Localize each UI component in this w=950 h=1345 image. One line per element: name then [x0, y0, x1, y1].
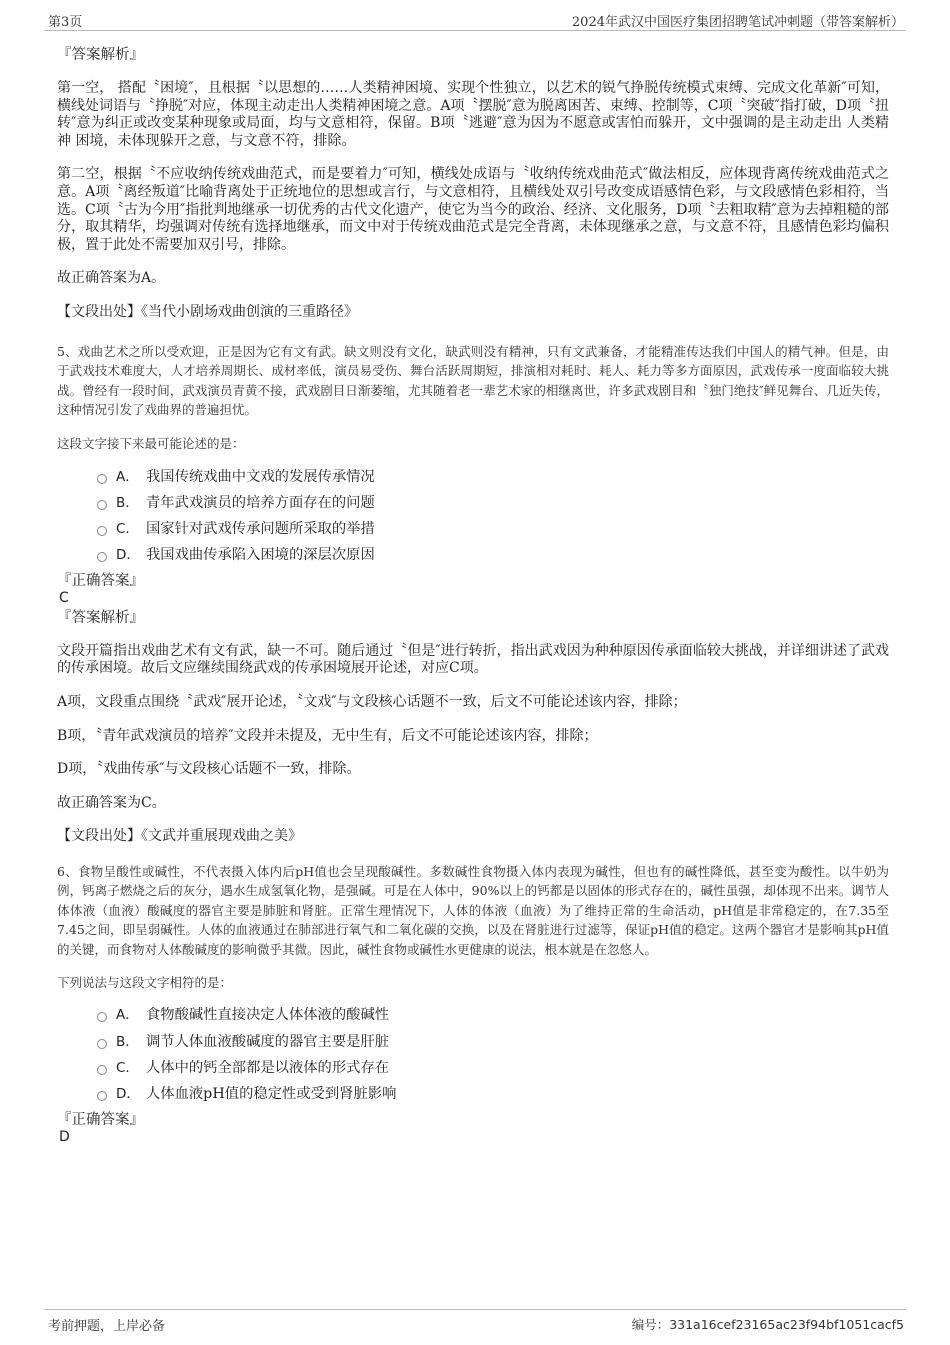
radio-button-icon[interactable]: [97, 500, 107, 510]
q6-question: 下列说法与这段文字相符的是：: [57, 975, 233, 991]
q6-option-a[interactable]: A． 食物酸碱性直接决定人体体液的酸碱性: [57, 1005, 889, 1031]
radio-button-icon[interactable]: [97, 1039, 107, 1049]
q5-analysis-para-2: A项，文段重点围绕〝武戏″展开论述，〝文戏″与文段核心话题不一致，后文不可能论述该内容，排除；: [57, 693, 687, 710]
q6-option-d[interactable]: D． 人体血液pH值的稳定性或受到肾脏影响: [57, 1084, 889, 1110]
q6-option-b[interactable]: B． 调节人体血液酸碱度的器官主要是肝脏: [57, 1032, 889, 1058]
q6-options: [57, 1005, 889, 1110]
document-code: 编号：331a16cef23165ac23f94bf1051cacf5: [631, 1317, 904, 1332]
q5-analysis-para-1: 文段开篇指出戏曲艺术有文有武，缺一不可。随后通过〝但是″进行转折，指出武戏因为种种原因传承面临较大挑战，并详细讲述了武戏的传承困境。故后文应继续围绕武戏的传承困境展开论述，对应C项。: [57, 642, 889, 677]
q6-stem: 6、食物呈酸性或碱性，不代表摄入体内后pH值也会呈现酸碱性。多数碱性食物摄入体内表现为碱性，但也有的碱性降低，甚至变为酸性。以牛奶为例，钙离子燃烧之后的灰分，遇水生成氢氧化物，是强碱。可是在人体中，90%以上的钙都是以固体的形式存在的，碱性虽强，却体现不出来。调节人体体液（血液）酸碱度的器官主要是肺脏和肾脏。正常生理情况下，人体的体液（血液）为了维持正常的生命活动，pH值是非常稳定的，在7.35至7.45之间，即呈弱碱性。人体的血液通过在肺部进行氧气和二氧化碳的交换，以及在肾脏进行过滤等，保证pH值的稳定。这两个器官才是影响其pH值的关键，而食物对人体酸碱度的影响微乎其微。因此，碱性食物或碱性水更健康的说法，根本就是在忽悠人。: [57, 863, 889, 957]
q5-source: 【文段出处】《文武并重展现戏曲之美》: [57, 828, 302, 845]
page-content: [57, 46, 889, 1146]
footer-slogan: 考前押题，上岸必备: [48, 1319, 166, 1334]
radio-button-icon[interactable]: [97, 1091, 107, 1101]
page-number: 第3页: [48, 15, 83, 30]
q5-question: 这段文字接下来最可能论述的是：: [57, 435, 245, 451]
document-title: 2024年武汉中国医疗集团招聘笔试冲刺题（带答案解析）: [571, 15, 904, 30]
q5-answer-heading: 『正确答案』: [57, 572, 144, 589]
q5-options: [57, 467, 889, 572]
radio-button-icon[interactable]: [97, 1065, 107, 1075]
q4-conclusion: 故正确答案为A。: [57, 270, 166, 287]
q5-analysis-para-4: D项，〝戏曲传承″与文段核心话题不一致，排除。: [57, 761, 361, 778]
q5-option-b[interactable]: B． 青年武戏演员的培养方面存在的问题: [57, 493, 889, 519]
q5-option-a[interactable]: A． 我国传统戏曲中文戏的发展传承情况: [57, 467, 889, 493]
radio-button-icon[interactable]: [97, 526, 107, 536]
q5-stem: 5、戏曲艺术之所以受欢迎，正是因为它有文有武。缺文则没有文化，缺武则没有精神，只有文武兼备，才能精准传达我们中国人的精气神。但是，由于武戏技术难度大，人才培养周期长、成材率低，演员易受伤、舞台活跃周期短，排演相对耗时、耗人、耗力等多方面原因，武戏传承一度面临较大挑战。曾经有一段时间，武戏演员青黄不接，武戏剧目日渐萎缩，尤其随着老一辈艺术家的相继离世，许多武戏剧目和〝独门绝技″鲜见舞台、几近失传，这种情况引发了戏曲界的普遍担忧。: [57, 343, 889, 418]
q4-source: 【文段出处】《当代小剧场戏曲创演的三重路径》: [57, 303, 358, 320]
q6-answer: D: [59, 1128, 70, 1145]
q5-analysis-para-3: B项，〝青年武戏演员的培养″文段并未提及，无中生有，后文不可能论述该内容，排除；: [57, 727, 598, 744]
q5-option-c[interactable]: C． 国家针对武戏传承问题所采取的举措: [57, 519, 889, 545]
q4-analysis-para-2: 第二空，根据〝不应收纳传统戏曲范式，而是要着力″可知，横线处成语与〝收纳传统戏曲范式″做法相反，应体现背离传统戏曲范式之意。A项〝离经叛道″比喻背离处于正统地位的思想或言行，与文意相符，且横线处双引号改变成语感情色彩，与文段感情色彩相符，当选。C项〝古为今用″指批判地继承一切优秀的古代文化遗产，使它为当今的政治、经济、文化服务，D项〝去粗取精″意为去掉粗糙的部分，取其精华，均强调对传统有选择地继承，而文中对于传统戏曲范式是完全背离，未体现继承之意，与文意不符，且感情色彩均偏积极，置于此处不需要加双引号，排除。: [57, 166, 889, 253]
q5-answer: C: [59, 589, 69, 606]
radio-button-icon[interactable]: [97, 552, 107, 562]
q6-answer-heading: 『正确答案』: [57, 1111, 144, 1128]
radio-button-icon[interactable]: [97, 474, 107, 484]
page-header: [44, 8, 906, 31]
q5-option-d[interactable]: D． 我国戏曲传承陷入困境的深层次原因: [57, 545, 889, 571]
q4-analysis-heading: 『答案解析』: [57, 47, 144, 63]
q4-analysis-para-1: 第一空， 搭配〝困境″，且根据〝以思想的……人类精神困境、实现个性独立，以艺术的锐气挣脱传统模式束缚、完成文化革新″可知，横线处词语与〝挣脱″对应，体现主动走出人类精神困境之意。A项〝摆脱″意为脱离困苦、束缚、控制等，C项〝突破″指打破，D项〝扭转″意为纠正或改变某种现象或局面，均与文意相符，保留。B项〝逃避″意为因为不愿意或害怕而躲开，文中强调的是主动走出 人类精神 困境，未体现躲开之意，与文意不符，排除。: [57, 80, 889, 149]
page-footer: [44, 1309, 906, 1334]
q5-analysis-heading: 『答案解析』: [57, 609, 144, 626]
q6-option-c[interactable]: C． 人体中的钙全部都是以液体的形式存在: [57, 1058, 889, 1084]
radio-button-icon[interactable]: [97, 1012, 107, 1022]
q5-conclusion: 故正确答案为C。: [57, 794, 166, 811]
